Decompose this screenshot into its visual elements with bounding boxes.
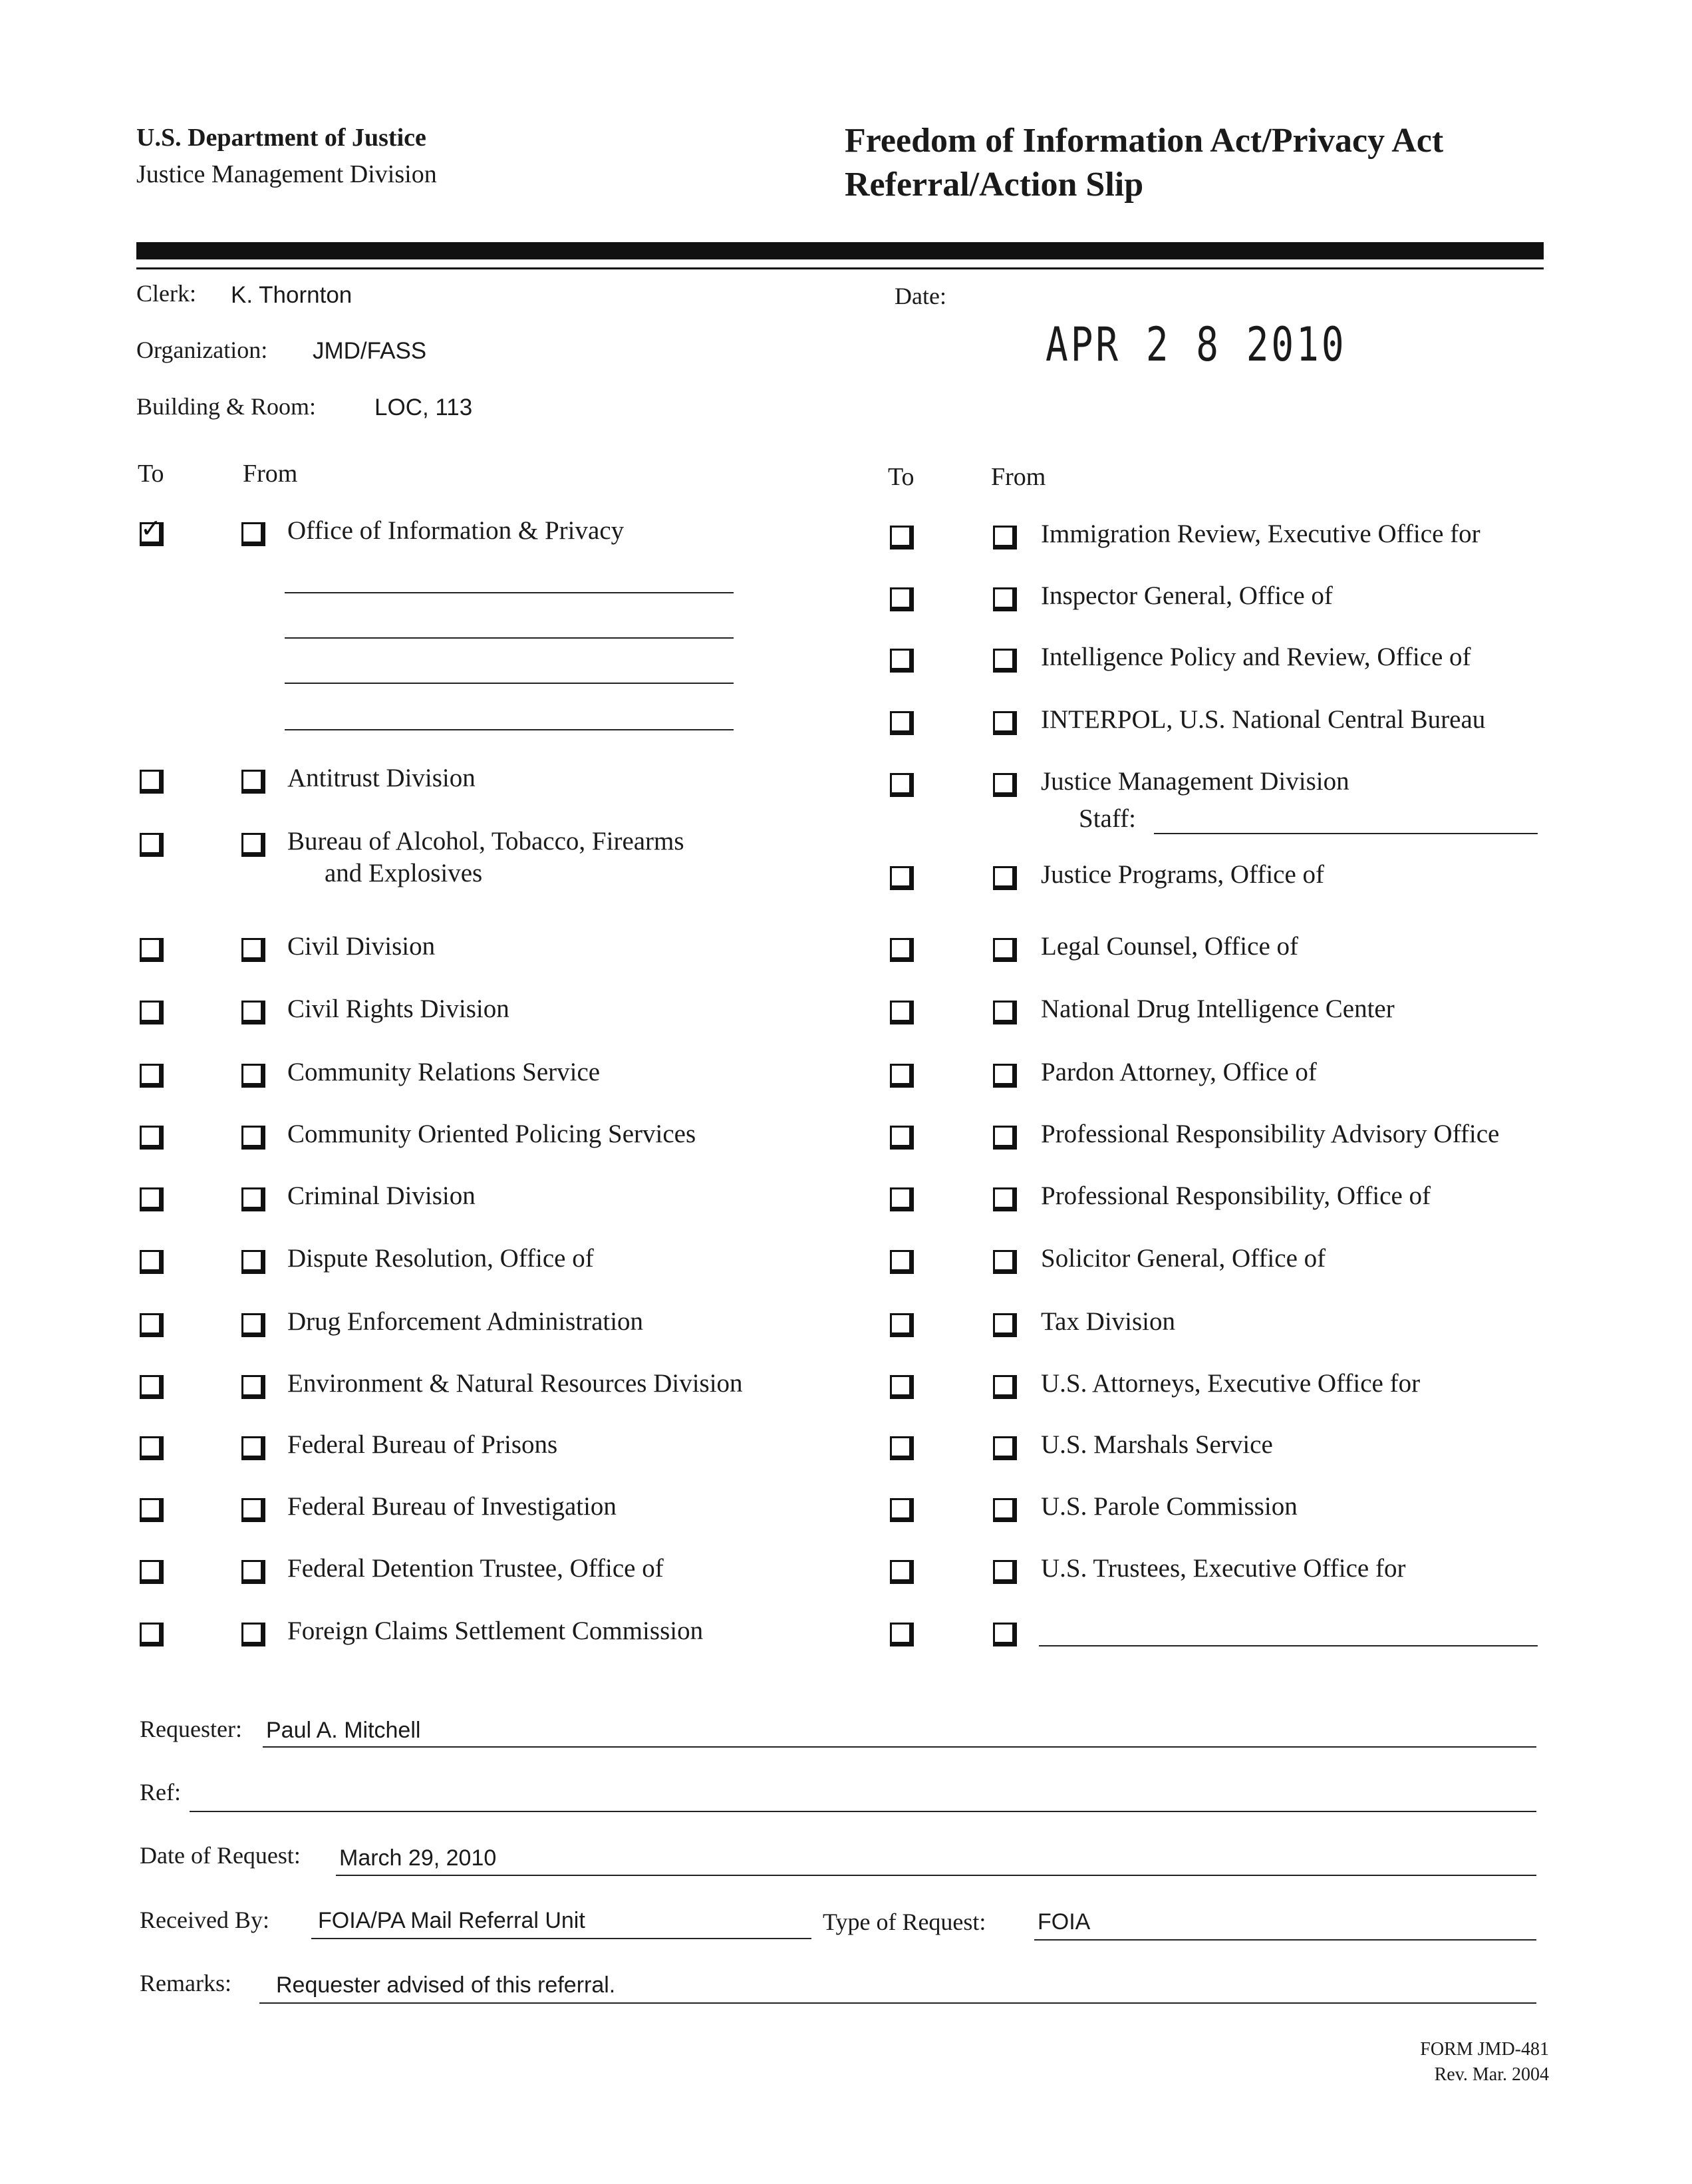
requester-line [263,1746,1536,1748]
to-checkbox-tax-division[interactable] [890,1313,914,1337]
clerk-label: Clerk: [136,280,196,307]
from-checkbox-foreign-claims-settlement-commission[interactable] [241,1623,265,1646]
agency-label-office-of-information-privacy: Office of Information & Privacy [287,516,625,545]
other-agency-line[interactable] [1039,1645,1538,1646]
agency-label-national-drug-intelligence-center: National Drug Intelligence Center [1041,995,1395,1023]
agency-label-bureau-of-alcohol-tobacco-firearms: Bureau of Alcohol, Tobacco, Firearms [287,827,684,856]
from-checkbox-office-of-information-privacy[interactable] [241,522,265,546]
agency-label-community-oriented-policing-services: Community Oriented Policing Services [287,1120,696,1148]
form-title: Freedom of Information Act/Privacy Act [845,122,1444,160]
clerk-value[interactable]: K. Thornton [231,282,352,308]
from-checkbox-pardon-attorney-office-of[interactable] [993,1064,1017,1088]
to-checkbox-federal-bureau-of-investigation[interactable] [140,1498,164,1522]
from-checkbox-drug-enforcement-administration[interactable] [241,1313,265,1337]
received-by-label: Received By: [140,1907,269,1933]
oip-blank-line-2[interactable] [285,637,734,639]
left-from-header: From [243,460,298,488]
to-checkbox-national-drug-intelligence-center[interactable] [890,1001,914,1024]
to-checkbox-u-s-trustees-executive-office-for[interactable] [890,1560,914,1584]
from-checkbox-justice-management-division[interactable] [993,773,1017,797]
from-checkbox-environment-natural-resources-division[interactable] [241,1375,265,1399]
oip-blank-line-1[interactable] [285,592,734,593]
to-checkbox-interpol-u-s-national-central-bureau[interactable] [890,711,914,735]
to-checkbox-criminal-division[interactable] [140,1187,164,1211]
from-checkbox-u-s-parole-commission[interactable] [993,1498,1017,1522]
requester-value[interactable]: Paul A. Mitchell [266,1718,421,1743]
agency-label-solicitor-general-office-of: Solicitor General, Office of [1041,1244,1326,1273]
to-checkbox-professional-responsibility-advisory-office[interactable] [890,1126,914,1150]
from-checkbox-antitrust-division[interactable] [241,770,265,794]
agency-label-federal-bureau-of-investigation: Federal Bureau of Investigation [287,1492,617,1521]
to-checkbox-justice-management-division[interactable] [890,773,914,797]
header-rule-thick [136,242,1544,259]
to-checkbox-federal-detention-trustee-office-of[interactable] [140,1560,164,1584]
from-checkbox-solicitor-general-office-of[interactable] [993,1250,1017,1274]
from-checkbox-professional-responsibility-advisory-office[interactable] [993,1126,1017,1150]
from-checkbox-interpol-u-s-national-central-bureau[interactable] [993,711,1017,735]
to-checkbox-pardon-attorney-office-of[interactable] [890,1064,914,1088]
agency-label-pardon-attorney-office-of: Pardon Attorney, Office of [1041,1058,1317,1086]
date-of-request-value[interactable]: March 29, 2010 [339,1845,497,1871]
from-checkbox-criminal-division[interactable] [241,1187,265,1211]
from-checkbox-u-s-attorneys-executive-office-for[interactable] [993,1375,1017,1399]
from-checkbox-bureau-of-alcohol-tobacco-firearms[interactable] [241,833,265,857]
from-checkbox-tax-division[interactable] [993,1313,1017,1337]
from-checkbox-professional-responsibility-office-of[interactable] [993,1187,1017,1211]
to-checkbox-solicitor-general-office-of[interactable] [890,1250,914,1274]
to-checkbox-blank-17[interactable] [890,1623,914,1646]
to-checkbox-intelligence-policy-and-review-office-of[interactable] [890,649,914,673]
from-checkbox-national-drug-intelligence-center[interactable] [993,1001,1017,1024]
type-of-request-line [1034,1939,1536,1941]
from-checkbox-community-oriented-policing-services[interactable] [241,1126,265,1150]
from-checkbox-inspector-general-office-of[interactable] [993,587,1017,611]
from-checkbox-federal-detention-trustee-office-of[interactable] [241,1560,265,1584]
to-checkbox-justice-programs-office-of[interactable] [890,866,914,890]
agency-label-civil-division: Civil Division [287,932,436,961]
agency-label-drug-enforcement-administration: Drug Enforcement Administration [287,1307,644,1336]
agency-label-u-s-trustees-executive-office-for: U.S. Trustees, Executive Office for [1041,1554,1406,1583]
from-checkbox-legal-counsel-office-of[interactable] [993,938,1017,962]
agency-label-interpol-u-s-national-central-bureau: INTERPOL, U.S. National Central Bureau [1041,705,1486,734]
from-checkbox-u-s-marshals-service[interactable] [993,1436,1017,1460]
form-id: FORM JMD-481 [1420,2039,1549,2060]
remarks-label: Remarks: [140,1970,231,1996]
oip-blank-line-4[interactable] [285,729,734,730]
to-checkbox-professional-responsibility-office-of[interactable] [890,1187,914,1211]
from-checkbox-dispute-resolution-office-of[interactable] [241,1250,265,1274]
to-checkbox-environment-natural-resources-division[interactable] [140,1375,164,1399]
agency-label-federal-detention-trustee-office-of: Federal Detention Trustee, Office of [287,1554,664,1583]
left-to-header: To [138,460,164,488]
agency-label-cont-bureau-of-alcohol-tobacco-firearms: and Explosives [325,859,483,887]
agency-label-legal-counsel-office-of: Legal Counsel, Office of [1041,932,1298,961]
ref-label: Ref: [140,1779,181,1805]
organization-value[interactable]: JMD/FASS [313,338,427,364]
to-checkbox-civil-rights-division[interactable] [140,1001,164,1024]
date-of-request-label: Date of Request: [140,1842,301,1869]
to-checkbox-drug-enforcement-administration[interactable] [140,1313,164,1337]
agency-label-community-relations-service: Community Relations Service [287,1058,601,1086]
from-checkbox-civil-rights-division[interactable] [241,1001,265,1024]
remarks-value[interactable]: Requester advised of this referral. [276,1972,616,1998]
agency-name: U.S. Department of Justice [136,124,426,152]
form-subtitle: Referral/Action Slip [845,166,1144,204]
oip-blank-line-3[interactable] [285,683,734,684]
from-checkbox-u-s-trustees-executive-office-for[interactable] [993,1560,1017,1584]
right-to-header: To [888,463,915,491]
agency-label-justice-programs-office-of: Justice Programs, Office of [1041,860,1325,889]
from-checkbox-community-relations-service[interactable] [241,1064,265,1088]
agency-label-federal-bureau-of-prisons: Federal Bureau of Prisons [287,1430,558,1459]
agency-label-intelligence-policy-and-review-office-of: Intelligence Policy and Review, Office of [1041,643,1471,671]
to-checkbox-bureau-of-alcohol-tobacco-firearms[interactable] [140,833,164,857]
to-checkbox-antitrust-division[interactable] [140,770,164,794]
from-checkbox-immigration-review-executive-office-for[interactable] [993,526,1017,549]
requester-label: Requester: [140,1716,242,1742]
agency-label-u-s-parole-commission: U.S. Parole Commission [1041,1492,1298,1521]
ref-line [190,1811,1536,1812]
to-checkbox-dispute-resolution-office-of[interactable] [140,1250,164,1274]
to-checkbox-civil-division[interactable] [140,938,164,962]
building-room-value[interactable]: LOC, 113 [374,394,473,420]
agency-label-professional-responsibility-advisory-office: Professional Responsibility Advisory Office [1041,1120,1500,1148]
to-checkbox-immigration-review-executive-office-for[interactable] [890,526,914,549]
agency-label-justice-management-division: Justice Management Division [1041,767,1349,796]
to-checkbox-u-s-attorneys-executive-office-for[interactable] [890,1375,914,1399]
agency-label-foreign-claims-settlement-commission: Foreign Claims Settlement Commission [287,1617,704,1645]
date-label: Date: [895,283,946,309]
to-checkbox-community-oriented-policing-services[interactable] [140,1126,164,1150]
received-by-value[interactable]: FOIA/PA Mail Referral Unit [318,1908,585,1933]
header-rule-thin [136,267,1544,269]
jmd-staff-line[interactable] [1154,833,1538,834]
to-checkbox-inspector-general-office-of[interactable] [890,587,914,611]
agency-label-professional-responsibility-office-of: Professional Responsibility, Office of [1041,1181,1431,1210]
date-of-request-line [336,1875,1536,1876]
to-checkbox-community-relations-service[interactable] [140,1064,164,1088]
right-from-header: From [991,463,1046,491]
agency-label-criminal-division: Criminal Division [287,1181,476,1210]
to-checkbox-foreign-claims-settlement-commission[interactable] [140,1623,164,1646]
from-checkbox-federal-bureau-of-investigation[interactable] [241,1498,265,1522]
organization-label: Organization: [136,337,268,363]
type-of-request-label: Type of Request: [823,1909,986,1935]
remarks-line [259,2002,1536,2004]
from-checkbox-justice-programs-office-of[interactable] [993,866,1017,890]
to-checkbox-office-of-information-privacy[interactable] [140,522,164,546]
agency-label-civil-rights-division: Civil Rights Division [287,995,509,1023]
agency-label-antitrust-division: Antitrust Division [287,764,476,792]
from-checkbox-federal-bureau-of-prisons[interactable] [241,1436,265,1460]
agency-label-tax-division: Tax Division [1041,1307,1176,1336]
type-of-request-value[interactable]: FOIA [1038,1909,1091,1935]
date-stamp: APR 2 8 2010 [1046,318,1347,373]
agency-label-u-s-attorneys-executive-office-for: U.S. Attorneys, Executive Office for [1041,1369,1421,1398]
from-checkbox-intelligence-policy-and-review-office-of[interactable] [993,649,1017,673]
to-checkbox-legal-counsel-office-of[interactable] [890,938,914,962]
form-revision: Rev. Mar. 2004 [1434,2064,1549,2085]
building-room-label: Building & Room: [136,393,317,420]
agency-label-immigration-review-executive-office-for: Immigration Review, Executive Office for [1041,520,1480,548]
jmd-staff-label: Staff: [1079,804,1136,833]
from-checkbox-blank-17[interactable] [993,1623,1017,1646]
agency-label-environment-natural-resources-division: Environment & Natural Resources Division [287,1369,743,1398]
to-checkbox-u-s-marshals-service[interactable] [890,1436,914,1460]
from-checkbox-civil-division[interactable] [241,938,265,962]
agency-label-u-s-marshals-service: U.S. Marshals Service [1041,1430,1273,1459]
division-name: Justice Management Division [136,160,437,188]
agency-label-inspector-general-office-of: Inspector General, Office of [1041,581,1333,610]
agency-label-dispute-resolution-office-of: Dispute Resolution, Office of [287,1244,594,1273]
received-by-line [311,1938,811,1939]
to-checkbox-federal-bureau-of-prisons[interactable] [140,1436,164,1460]
to-checkbox-u-s-parole-commission[interactable] [890,1498,914,1522]
